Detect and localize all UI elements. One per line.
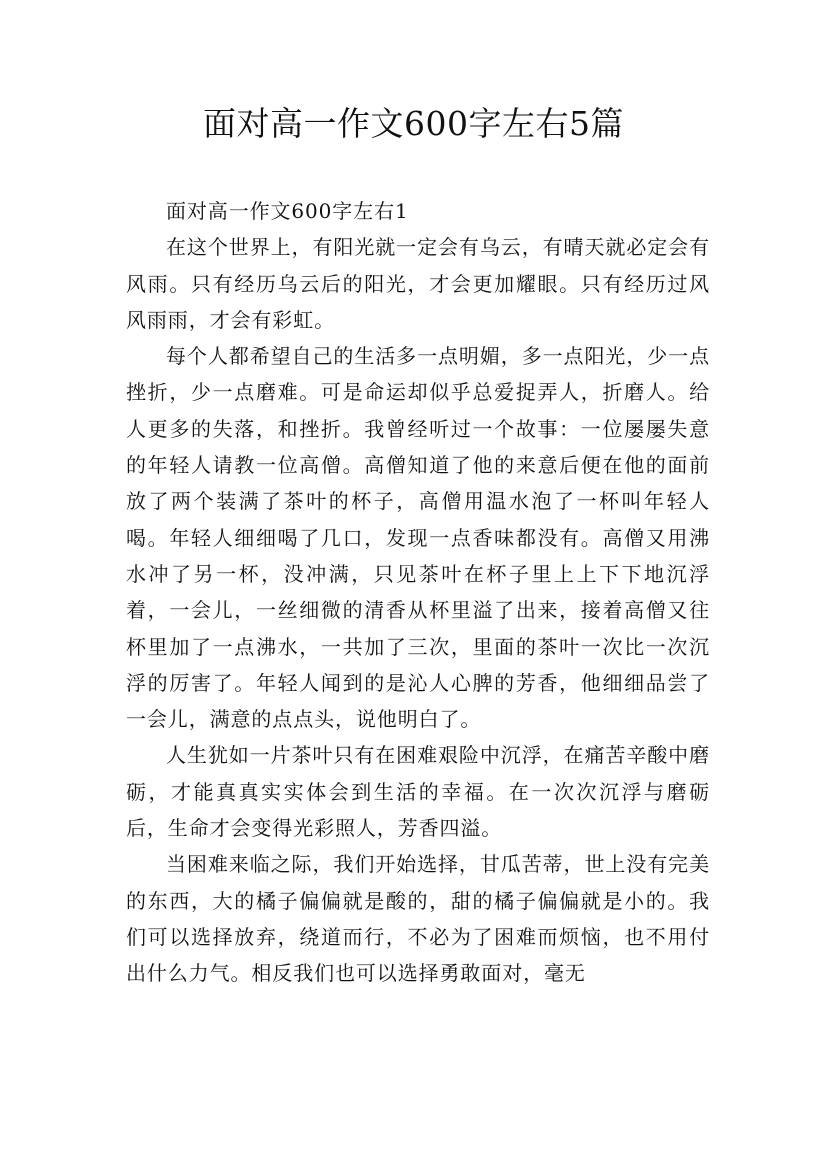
document-title: 面对高一作文600字左右5篇 (203, 104, 624, 143)
paragraph: 人生犹如一片茶叶只有在困难艰险中沉浮，在痛苦辛酸中磨砺，才能真真实实体会到生活的幸福。在一次次沉浮与磨砺后，生命才会变得光彩照人，芳香四溢。 (126, 743, 710, 841)
section-heading: 面对高一作文600字左右1 (166, 199, 409, 223)
paragraph: 当困难来临之际，我们开始选择，甘瓜苦蒂，世上没有完美的东西，大的橘子偏偏就是酸的，甜的橘子偏偏就是小的。我们可以选择放弃，绕道而行，不必为了困难而烦恼，也不用付出什么力气。相反我们也可以选择勇敢面对，毫无 (126, 852, 710, 986)
paragraph: 每个人都希望自己的生活多一点明媚，多一点阳光，少一点挫折，少一点磨难。可是命运却似乎总爱捉弄人，折磨人。给人更多的失落，和挫折。我曾经听过一个故事：一位屡屡失意的年轻人请教一位高僧。高僧知道了他的来意后便在他的面前放了两个装满了茶叶的杯子，高僧用温水泡了一杯叫年轻人喝。年轻人细细喝了几口，发现一点香味都没有。高僧又用沸水冲了另一杯，没冲满，只见茶叶在杯子里上上下下地沉浮着，一会儿，一丝细微的清香从杯里溢了出来，接着高僧又往杯里加了一点沸水，一共加了三次，里面的茶叶一次比一次沉浮的厉害了。年轻人闻到的是沁人心脾的芳香，他细细品尝了一会儿，满意的点点头，说他明白了。 (126, 344, 710, 732)
paragraph: 在这个世界上，有阳光就一定会有乌云，有晴天就必定会有风雨。只有经历乌云后的阳光，才会更加耀眼。只有经历过风风雨雨，才会有彩虹。 (126, 235, 710, 332)
essay-body (126, 193, 710, 992)
